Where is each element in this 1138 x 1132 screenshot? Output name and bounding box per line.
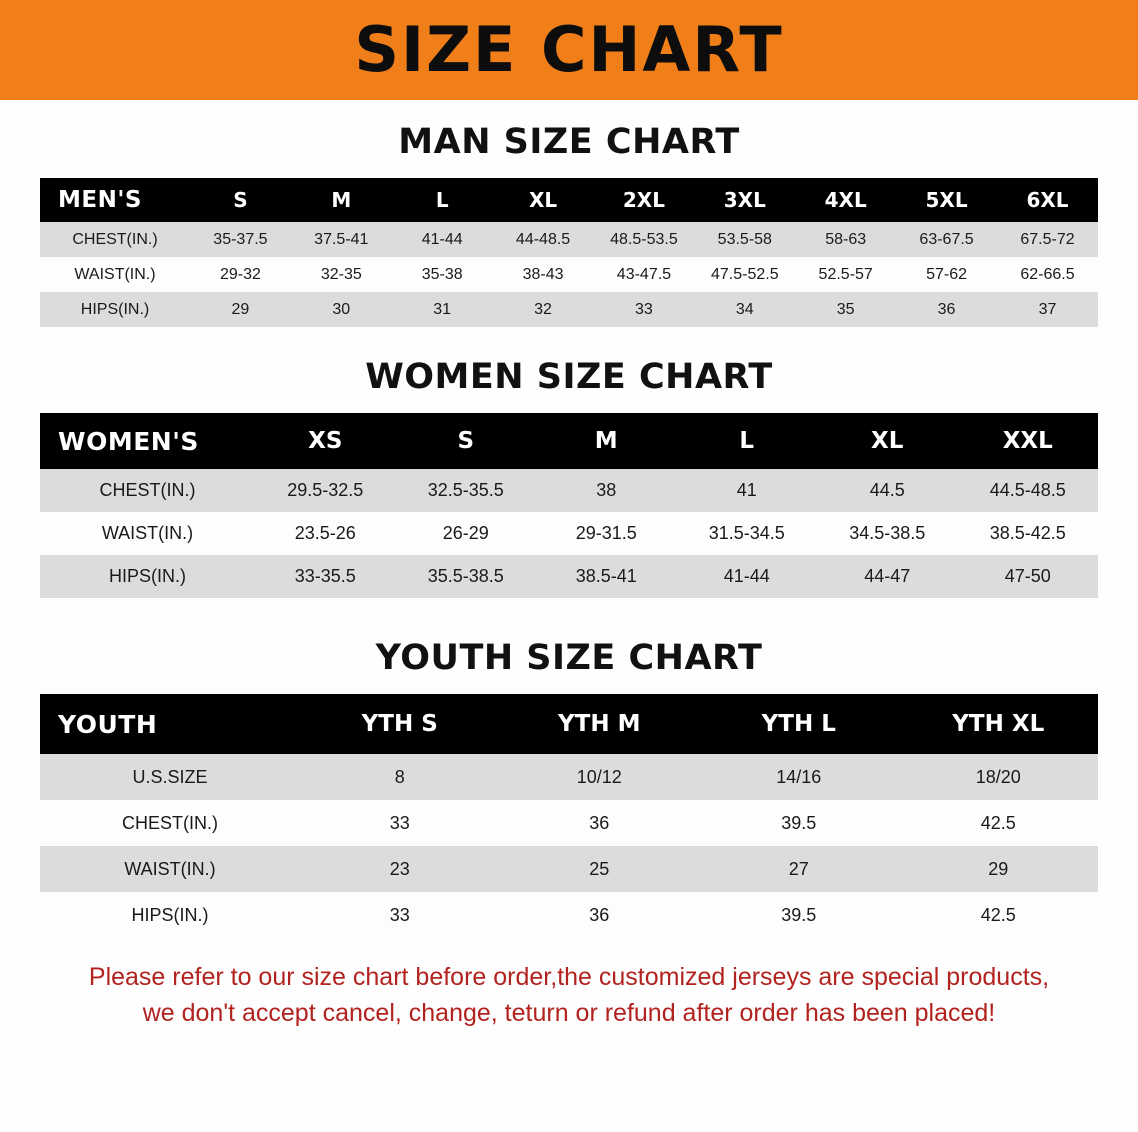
man-table-wrapper <box>0 178 1138 327</box>
table-cell: 57-62 <box>896 257 997 292</box>
table-cell: 32-35 <box>291 257 392 292</box>
column-header: YTH M <box>500 694 700 754</box>
column-header: 2XL <box>594 178 695 222</box>
table-row <box>40 892 1098 938</box>
table-row <box>40 846 1098 892</box>
row-label: HIPS(IN.) <box>40 892 300 938</box>
table-cell: 36 <box>500 892 700 938</box>
table-header-row <box>40 694 1098 754</box>
table-cell: 44.5 <box>817 469 958 512</box>
table-cell: 32.5-35.5 <box>396 469 537 512</box>
table-cell: 34 <box>694 292 795 327</box>
table-cell: 52.5-57 <box>795 257 896 292</box>
table-cell: 58-63 <box>795 222 896 257</box>
column-header: S <box>190 178 291 222</box>
page-title: SIZE CHART <box>354 13 784 86</box>
table-cell: 14/16 <box>699 754 899 800</box>
column-header: 4XL <box>795 178 896 222</box>
column-header: S <box>396 413 537 469</box>
youth-section-heading: YOUTH SIZE CHART <box>375 638 763 678</box>
table-cell: 25 <box>500 846 700 892</box>
table-cell: 33 <box>594 292 695 327</box>
women-table-wrapper <box>0 413 1138 598</box>
table-header-row <box>40 413 1098 469</box>
policy-note-line-1: Please refer to our size chart before order,the customized jerseys are special products, <box>88 963 1050 991</box>
table-cell: 39.5 <box>699 800 899 846</box>
table-row <box>40 292 1098 327</box>
column-header: 5XL <box>896 178 997 222</box>
table-cell: 32 <box>493 292 594 327</box>
row-label: WAIST(IN.) <box>40 512 255 555</box>
youth-table-wrapper <box>0 694 1138 938</box>
table-cell: 10/12 <box>500 754 700 800</box>
table-cell: 37 <box>997 292 1098 327</box>
column-header: 6XL <box>997 178 1098 222</box>
header-banner <box>0 0 1138 100</box>
column-header: XL <box>817 413 958 469</box>
column-header: L <box>392 178 493 222</box>
table-cell: 29.5-32.5 <box>255 469 396 512</box>
table-cell: 42.5 <box>899 800 1099 846</box>
table-cell: 41 <box>677 469 818 512</box>
table-cell: 36 <box>500 800 700 846</box>
table-cell: 30 <box>291 292 392 327</box>
policy-note-line-2: we don't accept cancel, change, teturn or refund after order has been placed! <box>142 998 996 1027</box>
table-row <box>40 512 1098 555</box>
column-header: YTH L <box>699 694 899 754</box>
table-cell: 38.5-42.5 <box>958 512 1099 555</box>
table-cell: 23 <box>300 846 500 892</box>
table-cell: 35-37.5 <box>190 222 291 257</box>
table-cell: 31 <box>392 292 493 327</box>
table-cell: 62-66.5 <box>997 257 1098 292</box>
table-row <box>40 469 1098 512</box>
table-cell: 38.5-41 <box>536 555 677 598</box>
table-cell: 33 <box>300 800 500 846</box>
table-cell: 53.5-58 <box>694 222 795 257</box>
column-header: XS <box>255 413 396 469</box>
table-cell: 31.5-34.5 <box>677 512 818 555</box>
table-cell: 44-47 <box>817 555 958 598</box>
column-header: L <box>677 413 818 469</box>
women-size-table <box>40 413 1098 598</box>
table-cell: 47-50 <box>958 555 1099 598</box>
table-cell: 36 <box>896 292 997 327</box>
column-header: XXL <box>958 413 1099 469</box>
column-header: YTH S <box>300 694 500 754</box>
row-label: HIPS(IN.) <box>40 555 255 598</box>
table-cell: 35-38 <box>392 257 493 292</box>
table-cell: 38-43 <box>493 257 594 292</box>
table-cell: 29-32 <box>190 257 291 292</box>
column-header: MEN'S <box>40 178 190 222</box>
row-label: CHEST(IN.) <box>40 222 190 257</box>
men-size-table <box>40 178 1098 327</box>
row-label: CHEST(IN.) <box>40 800 300 846</box>
table-cell: 33 <box>300 892 500 938</box>
table-cell: 63-67.5 <box>896 222 997 257</box>
row-label: CHEST(IN.) <box>40 469 255 512</box>
row-label: HIPS(IN.) <box>40 292 190 327</box>
table-cell: 34.5-38.5 <box>817 512 958 555</box>
table-cell: 47.5-52.5 <box>694 257 795 292</box>
table-cell: 39.5 <box>699 892 899 938</box>
table-row <box>40 754 1098 800</box>
women-section-heading: WOMEN SIZE CHART <box>365 357 773 397</box>
table-cell: 29 <box>190 292 291 327</box>
table-header-row <box>40 178 1098 222</box>
column-header: M <box>536 413 677 469</box>
table-cell: 23.5-26 <box>255 512 396 555</box>
table-cell: 37.5-41 <box>291 222 392 257</box>
man-section-heading: MAN SIZE CHART <box>398 122 740 162</box>
table-cell: 35.5-38.5 <box>396 555 537 598</box>
table-cell: 26-29 <box>396 512 537 555</box>
table-cell: 42.5 <box>899 892 1099 938</box>
column-header: WOMEN'S <box>40 413 255 469</box>
table-cell: 29 <box>899 846 1099 892</box>
table-row <box>40 555 1098 598</box>
column-header: YTH XL <box>899 694 1099 754</box>
table-cell: 41-44 <box>677 555 818 598</box>
table-row <box>40 800 1098 846</box>
column-header: YOUTH <box>40 694 300 754</box>
table-cell: 27 <box>699 846 899 892</box>
table-cell: 44-48.5 <box>493 222 594 257</box>
policy-note <box>40 960 1098 1031</box>
table-cell: 29-31.5 <box>536 512 677 555</box>
column-header: M <box>291 178 392 222</box>
table-cell: 44.5-48.5 <box>958 469 1099 512</box>
table-cell: 43-47.5 <box>594 257 695 292</box>
table-row <box>40 222 1098 257</box>
table-cell: 38 <box>536 469 677 512</box>
column-header: XL <box>493 178 594 222</box>
table-cell: 67.5-72 <box>997 222 1098 257</box>
table-cell: 41-44 <box>392 222 493 257</box>
table-cell: 8 <box>300 754 500 800</box>
youth-size-table <box>40 694 1098 938</box>
row-label: WAIST(IN.) <box>40 257 190 292</box>
table-cell: 18/20 <box>899 754 1099 800</box>
row-label: U.S.SIZE <box>40 754 300 800</box>
table-cell: 48.5-53.5 <box>594 222 695 257</box>
column-header: 3XL <box>694 178 795 222</box>
table-cell: 35 <box>795 292 896 327</box>
table-cell: 33-35.5 <box>255 555 396 598</box>
table-row <box>40 257 1098 292</box>
row-label: WAIST(IN.) <box>40 846 300 892</box>
